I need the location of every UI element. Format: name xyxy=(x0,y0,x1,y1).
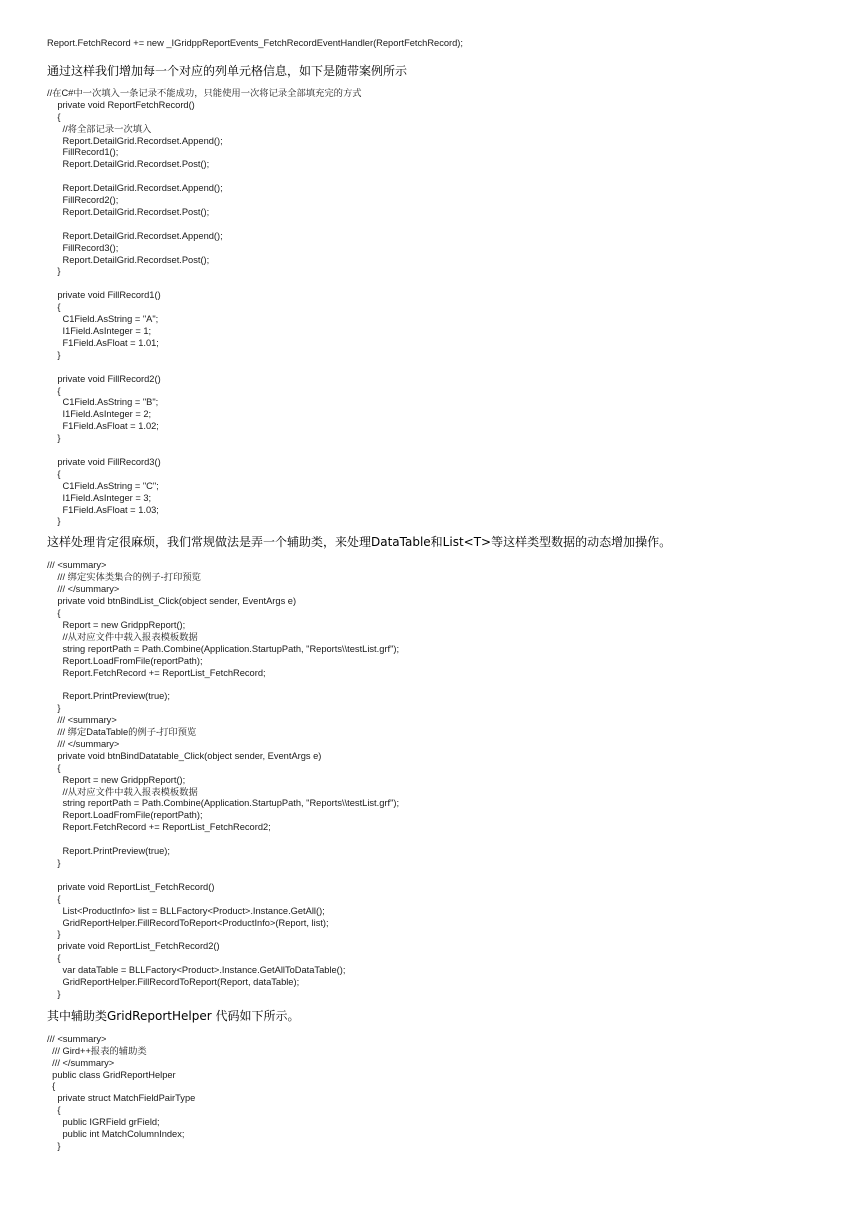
code-line: } xyxy=(47,349,61,360)
code-line: } xyxy=(47,433,61,444)
code-line: Report.DetailGrid.Recordset.Append(); xyxy=(47,230,223,241)
code-line: //从对应文件中载入报表模板数据 xyxy=(47,631,198,642)
code-line: { xyxy=(47,1081,56,1092)
code-line: string reportPath = Path.Combine(Application.StartupPath, "Reports\\testList.grf"); xyxy=(47,643,400,654)
code-line: /// <summary> xyxy=(47,715,117,726)
code-line: { xyxy=(47,607,61,618)
code-line: Report.FetchRecord += ReportList_FetchRecord; xyxy=(47,667,266,678)
code-line: FillRecord2(); xyxy=(47,195,119,206)
code-line: { xyxy=(47,762,61,773)
code-line: private void ReportList_FetchRecord() xyxy=(47,881,215,892)
code-line: } xyxy=(47,1141,61,1151)
code-line: Report.DetailGrid.Recordset.Post(); xyxy=(47,159,210,170)
code-block-bind-handlers xyxy=(47,560,847,1000)
code-line: /// Gird++报表的辅助类 xyxy=(47,1045,147,1056)
code-line: { xyxy=(47,893,61,904)
code-line: private void btnBindList_Click(object sender, EventArgs e) xyxy=(47,596,297,607)
code-line: C1Field.AsString = "C"; xyxy=(47,480,159,491)
code-block-fetch-record xyxy=(47,38,847,50)
code-line: FillRecord3(); xyxy=(47,242,119,253)
code-line: GridReportHelper.FillRecordToReport(Report, dataTable); xyxy=(47,977,300,988)
document-body xyxy=(47,38,847,1153)
code-line: Report = new GridppReport(); xyxy=(47,619,186,630)
code-line xyxy=(47,870,847,882)
code-line: List<ProductInfo> list = BLLFactory<Product>.Instance.GetAll(); xyxy=(47,905,325,916)
code-line: string reportPath = Path.Combine(Application.StartupPath, "Reports\\testList.grf"); xyxy=(47,798,400,809)
code-line: Report.PrintPreview(true); xyxy=(47,691,170,702)
code-line: } xyxy=(47,266,61,277)
code-line: } xyxy=(47,703,61,714)
code-line: /// 绑定DataTable的例子-打印预览 xyxy=(47,727,197,738)
code-line: /// </summary> xyxy=(47,738,120,749)
code-line: Report.LoadFromFile(reportPath); xyxy=(47,810,203,821)
code-line: //从对应文件中载入报表模板数据 xyxy=(47,786,198,797)
code-line xyxy=(47,171,847,183)
code-line: I1Field.AsInteger = 2; xyxy=(47,409,152,420)
code-line: private struct MatchFieldPairType xyxy=(47,1093,196,1104)
code-line: FillRecord1(); xyxy=(47,147,119,158)
code-line: Report.DetailGrid.Recordset.Post(); xyxy=(47,206,210,217)
code-line: } xyxy=(47,988,61,999)
code-line: /// <summary> xyxy=(47,1033,107,1044)
code-line: Report = new GridppReport(); xyxy=(47,774,186,785)
code-line: GridReportHelper.FillRecordToReport<ProductInfo>(Report, list); xyxy=(47,917,329,928)
code-line: private void ReportFetchRecord() xyxy=(47,99,195,110)
code-line: { xyxy=(47,385,61,396)
code-line: private void FillRecord2() xyxy=(47,373,161,384)
code-line xyxy=(47,679,847,691)
code-line: Report.LoadFromFile(reportPath); xyxy=(47,655,203,666)
paragraph-helper-explanation: 这样处理肯定很麻烦，我们常规做法是弄一个辅助类，来处理DataTable和List<T>等这样类型数据的动态增加操作。 xyxy=(47,535,672,550)
code-line: var dataTable = BLLFactory<Product>.Instance.GetAllToDataTable(); xyxy=(47,965,346,976)
code-line: } xyxy=(47,516,61,527)
code-line: Report.FetchRecord += new _IGridppReportEvents_FetchRecordEventHandler(ReportFetchRecord); xyxy=(47,38,463,48)
code-line: private void FillRecord1() xyxy=(47,290,161,301)
code-line: public int MatchColumnIndex; xyxy=(47,1129,185,1140)
code-line xyxy=(47,445,847,457)
code-line: private void ReportList_FetchRecord2() xyxy=(47,941,220,952)
code-line: //将全部记录一次填入 xyxy=(47,123,152,134)
code-line: /// </summary> xyxy=(47,1057,115,1068)
code-line: F1Field.AsFloat = 1.02; xyxy=(47,421,159,432)
code-line: public class GridReportHelper xyxy=(47,1069,176,1080)
code-line: { xyxy=(47,1105,61,1116)
code-line: Report.DetailGrid.Recordset.Append(); xyxy=(47,135,223,146)
code-line xyxy=(47,834,847,846)
code-line: { xyxy=(47,953,61,964)
code-line: private void btnBindDatatable_Click(object sender, EventArgs e) xyxy=(47,750,322,761)
code-line: } xyxy=(47,857,61,868)
code-line: I1Field.AsInteger = 3; xyxy=(47,492,152,503)
paragraph-helper-class-intro: 其中辅助类GridReportHelper 代码如下所示。 xyxy=(47,1008,300,1023)
code-line: /// 绑定实体类集合的例子-打印预览 xyxy=(47,572,201,583)
code-line: Report.FetchRecord += ReportList_FetchRecord2; xyxy=(47,822,271,833)
code-line xyxy=(47,278,847,290)
code-line xyxy=(47,219,847,231)
code-line: /// </summary> xyxy=(47,584,120,595)
code-line: { xyxy=(47,468,61,479)
code-line: C1Field.AsString = "B"; xyxy=(47,397,159,408)
code-line: Report.DetailGrid.Recordset.Append(); xyxy=(47,183,223,194)
code-line: Report.PrintPreview(true); xyxy=(47,846,170,857)
code-line: C1Field.AsString = "A"; xyxy=(47,314,159,325)
paragraph-intro: 通过这样我们增加每一个对应的列单元格信息，如下是随带案例所示 xyxy=(47,63,408,78)
code-line: public IGRField grField; xyxy=(47,1117,160,1128)
code-line xyxy=(47,362,847,374)
code-line: I1Field.AsInteger = 1; xyxy=(47,325,152,336)
code-line: /// <summary> xyxy=(47,560,107,571)
code-block-fill-records xyxy=(47,88,847,528)
code-block-grid-report-helper xyxy=(47,1034,847,1153)
code-line: { xyxy=(47,111,61,122)
code-line: private void FillRecord3() xyxy=(47,456,161,467)
code-line: F1Field.AsFloat = 1.01; xyxy=(47,337,159,348)
code-line: //在C#中一次填入一条记录不能成功，只能使用一次将记录全部填充完的方式 xyxy=(47,87,362,98)
code-line: F1Field.AsFloat = 1.03; xyxy=(47,504,159,515)
code-line: Report.DetailGrid.Recordset.Post(); xyxy=(47,254,210,265)
code-line: } xyxy=(47,929,61,940)
code-line: { xyxy=(47,302,61,313)
